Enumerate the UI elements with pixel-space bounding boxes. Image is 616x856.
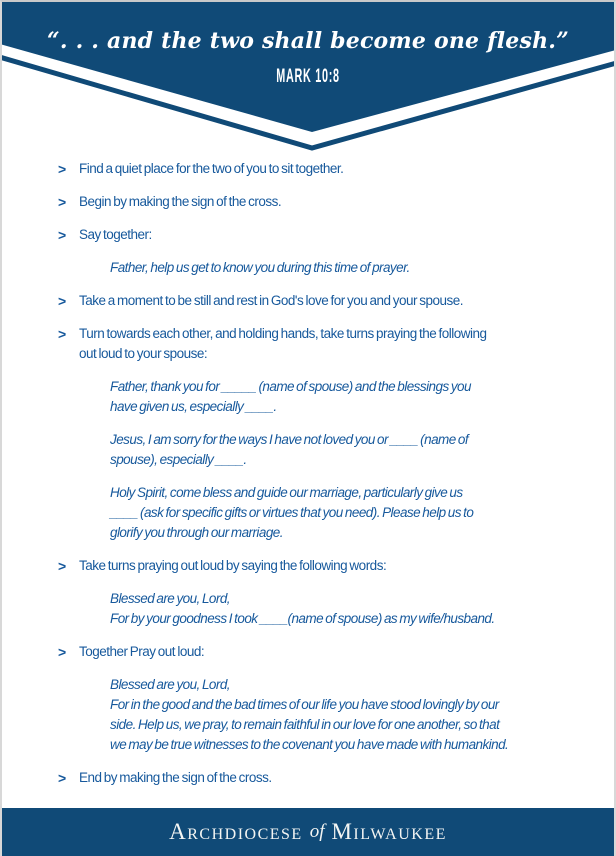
instruction-item (2, 291, 616, 311)
instruction-text: Find a quiet place for the two of you to sit together. (79, 161, 344, 176)
bullet-arrow-icon: > (58, 558, 67, 574)
prayer-lines: Blessed are you, Lord, For in the good and the bad times of our life you have stood lovingly by our side. Help us, we pray, to remain faithful in our love for one another, so that we may be true witnesses to the covenant you have made with humankind. (110, 677, 509, 752)
instruction-text: End by making the sign of the cross. (79, 770, 272, 785)
bullet-arrow-icon: > (58, 293, 67, 309)
prayer-lines: Holy Spirit, come bless and guide our marriage, particularly give us ____ (ask for specific gifts or virtues that you need). Please help us to glorify you through our marriage. (110, 485, 474, 540)
header-quote: “. . . and the two shall become one flesh.” (47, 28, 569, 54)
instruction-text: Take a moment to be still and rest in God's love for you and your spouse. (79, 293, 464, 308)
prayer-text (2, 675, 616, 755)
prayer-text (2, 258, 616, 278)
instruction-text: Begin by making the sign of the cross. (79, 194, 282, 209)
bullet-arrow-icon: > (58, 770, 67, 786)
instruction-text: Say together: (79, 227, 152, 242)
prayer-lines: Father, thank you for _____ (name of spouse) and the blessings you have given us, especially ____. (110, 379, 471, 414)
instruction-text: Take turns praying out loud by saying the following words: (79, 558, 387, 573)
bullet-arrow-icon: > (58, 326, 67, 342)
instruction-text: Together Pray out loud: (79, 644, 205, 659)
footer-bar (0, 808, 616, 856)
prayer-text (2, 430, 616, 470)
footer-of-text: of (309, 821, 325, 842)
prayer-text (2, 483, 616, 543)
instruction-item (2, 768, 616, 788)
scripture-reference: MARK 10:8 (276, 65, 340, 88)
instruction-item (2, 324, 616, 364)
header-banner (0, 2, 616, 154)
prayer-lines: Blessed are you, Lord, For by your goodness I took ____(name of spouse) as my wife/husband. (110, 591, 495, 626)
bullet-arrow-icon: > (58, 227, 67, 243)
instruction-text: Turn towards each other, and holding hands, take turns praying the following out loud to your spouse: (79, 326, 487, 361)
prayer-text (2, 589, 616, 629)
prayer-instructions (2, 159, 616, 801)
instruction-item (2, 192, 616, 212)
prayer-lines: Jesus, I am sorry for the ways I have not loved you or ____ (name of spouse), especially ____. (110, 432, 469, 467)
prayer-lines: Father, help us get to know you during this time of prayer. (110, 260, 410, 275)
bullet-arrow-icon: > (58, 194, 67, 210)
footer-archdiocese-text: Archdiocese (169, 819, 303, 844)
instruction-item (2, 556, 616, 576)
instruction-item (2, 642, 616, 662)
prayer-text (2, 377, 616, 417)
bullet-arrow-icon: > (58, 644, 67, 660)
bullet-arrow-icon: > (58, 161, 67, 177)
instruction-item (2, 159, 616, 179)
footer-milwaukee-text: milwaukee (331, 819, 447, 844)
instruction-item (2, 225, 616, 245)
